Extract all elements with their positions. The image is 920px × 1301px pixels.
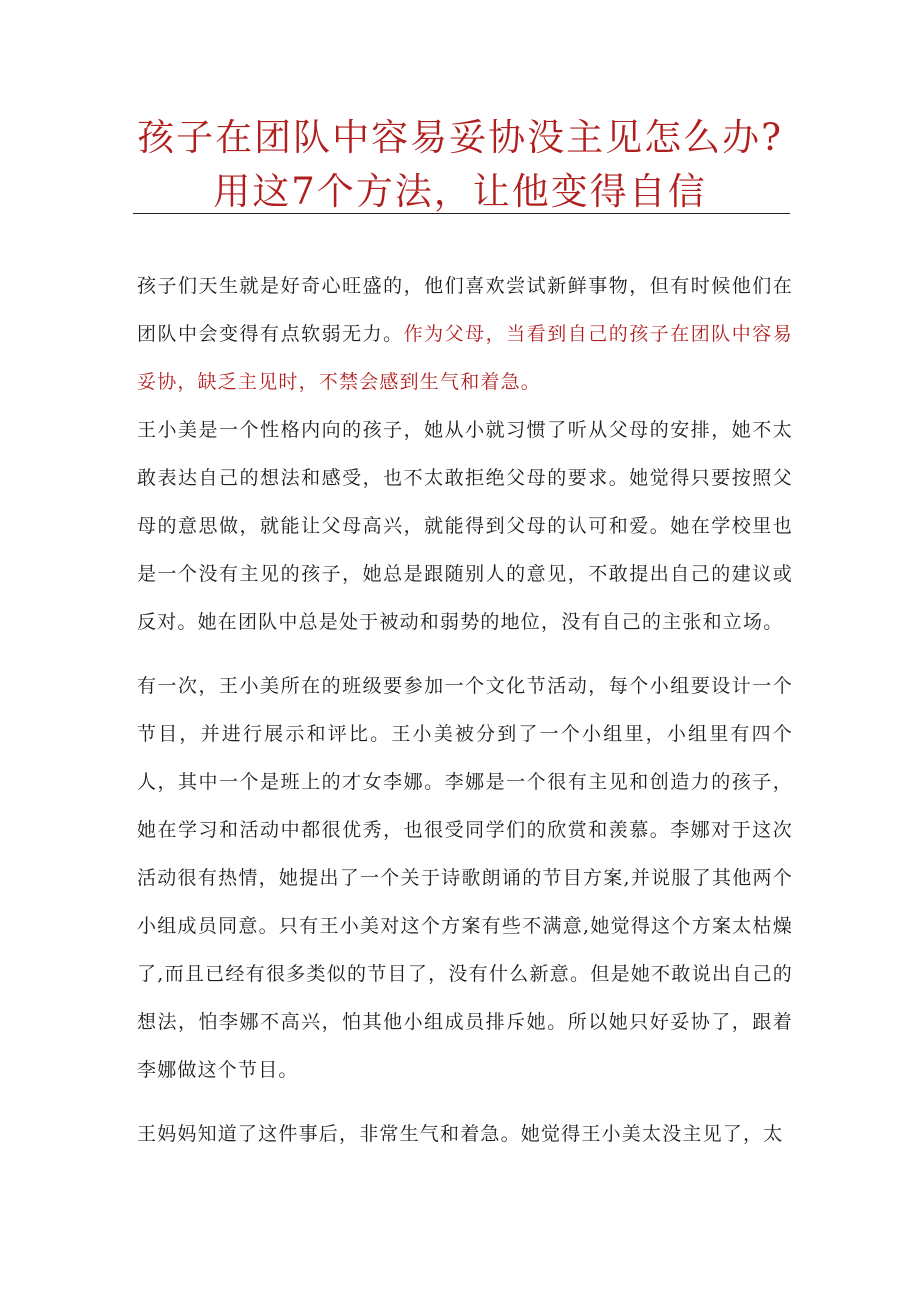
paragraph-intro-text: 孩子们天生就是好奇心旺盛的，他们喜欢尝试新鲜事物，但有时候他们在团队中会变得有点软弱无力。 (137, 275, 793, 345)
article-title-line-2: 用这7个方法，让他变得自信 (213, 170, 707, 213)
title-divider (133, 213, 790, 214)
paragraph-mother-text: 王妈妈知道了这件事后，非常生气和着急。她觉得王小美太没主见了，太 (137, 1123, 784, 1145)
paragraph-wang-xiaomei (137, 406, 793, 646)
article-title-line-1: 孩子在团队中容易妥协没主见怎么办? (137, 116, 783, 159)
paragraph-culture-festival-text: 有一次，王小美所在的班级要参加一个文化节活动，每个小组要设计一个节目，并进行展示和评比。王小美被分到了一个小组里，小组里有四个人，其中一个是班上的才女李娜。李娜是一个很有主见和创造力的孩子，她在学习和活动中都很优秀，也很受同学们的欣赏和羡慕。李娜对于这次活动很有热情，她提出了一个关于诗歌朗诵的节目方案,并说服了其他两个小组成员同意。只有王小美对这个方案有些不满意,她觉得这个方案太枯燥了,而且已经有很多类似的节目了，没有什么新意。但是她不敢说出自己的想法，怕李娜不高兴，怕其他小组成员排斥她。所以她只好妥协了，跟着李娜做这个节目。 (137, 675, 793, 1081)
paragraph-culture-festival (137, 662, 793, 1094)
paragraph-intro (137, 262, 793, 406)
paragraph-mother (137, 1110, 793, 1158)
paragraph-intro-highlight: 作为父母，当看到自己的孩子在团队中容易妥协，缺乏主见时，不禁会感到生气和着急。 (137, 323, 793, 393)
paragraph-wang-xiaomei-text: 王小美是一个性格内向的孩子，她从小就习惯了听从父母的安排，她不太敢表达自己的想法和感受，也不太敢拒绝父母的要求。她觉得只要按照父母的意思做，就能让父母高兴，就能得到父母的认可和爱。她在学校里也是一个没有主见的孩子，她总是跟随别人的意见，不敢提出自己的建议或反对。她在团队中总是处于被动和弱势的地位，没有自己的主张和立场。 (137, 419, 793, 633)
